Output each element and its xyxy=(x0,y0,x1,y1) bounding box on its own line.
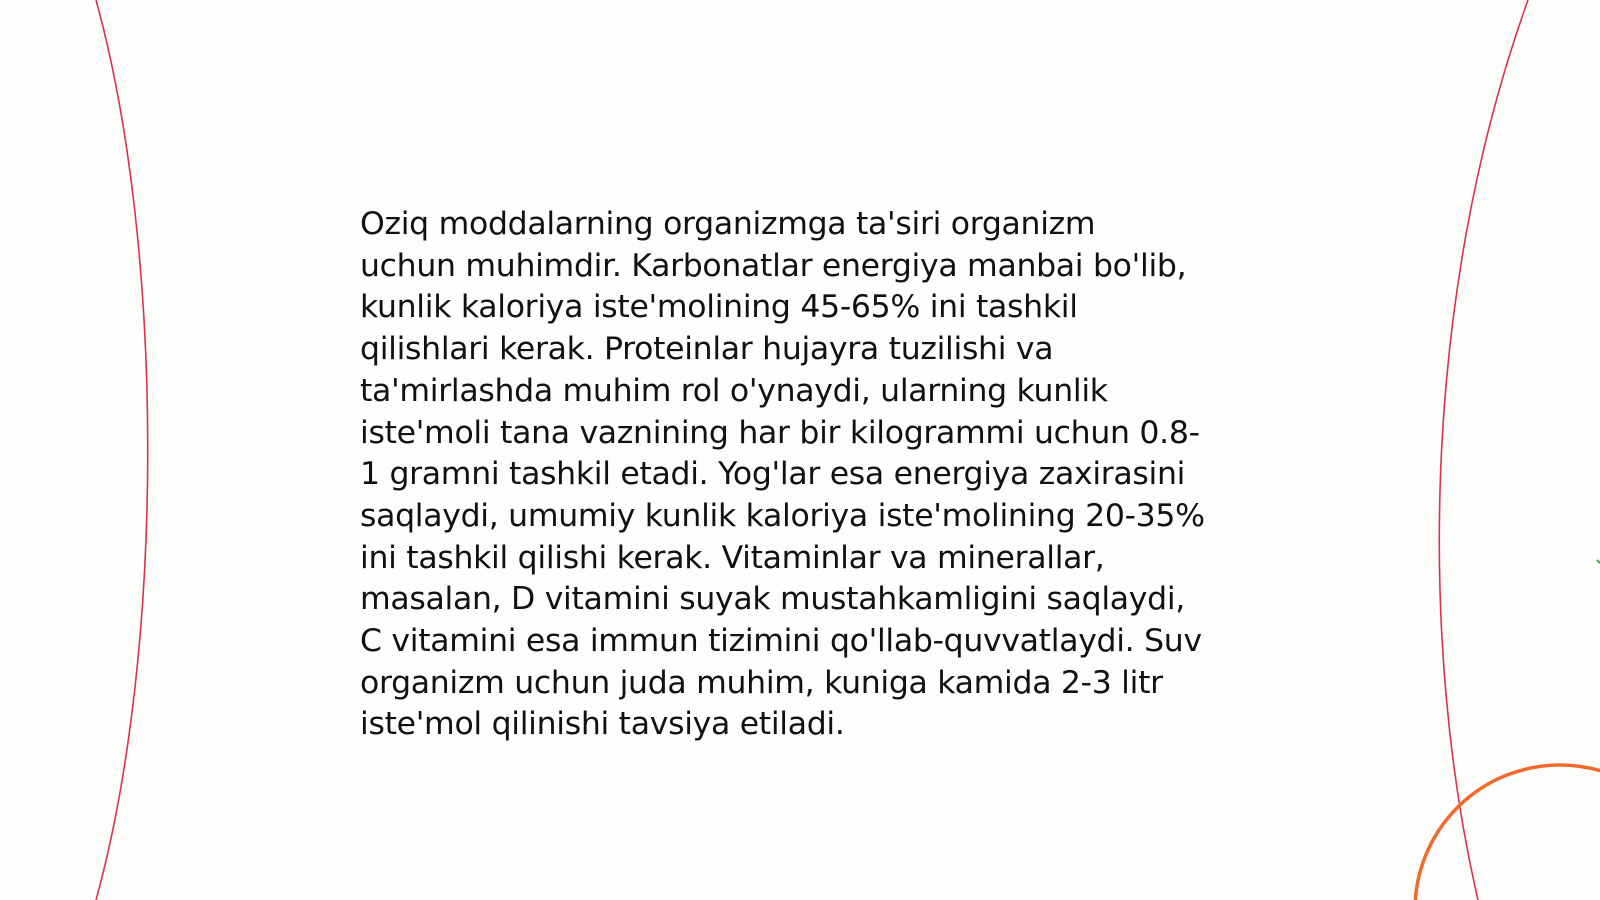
body-paragraph: Oziq moddalarning organizmga ta'siri organizm uchun muhimdir. Karbonatlar energiya manbai bo'lib, kunlik kaloriya iste'molining 45-65% ini tashkil qilishlari kerak. Proteinlar hujayra tuzilishi va ta'mirlashda muhim rol o'ynaydi, ularning kunlik iste'moli tana vaznining har bir kilogrammi uchun 0.8- 1 gramni tashkil etadi. Yog'lar esa energiya zaxirasini saqlaydi, umumiy kunlik kaloriya iste'molining 20-35% ini tashkil qilishi kerak. Vitaminlar va minerallar, masalan, D vitamini suyak mustahkamligini saqlaydi, C vitamini esa immun tizimini qo'llab-quvvatlaydi. Suv organizm uchun juda muhim, kuniga kamida 2-3 litr iste'mol qilinishi tavsiya etiladi. xyxy=(360,206,1205,743)
right-arc-line xyxy=(1439,0,1528,900)
left-arc-line xyxy=(96,0,148,900)
orange-circle-accent xyxy=(1415,765,1600,900)
